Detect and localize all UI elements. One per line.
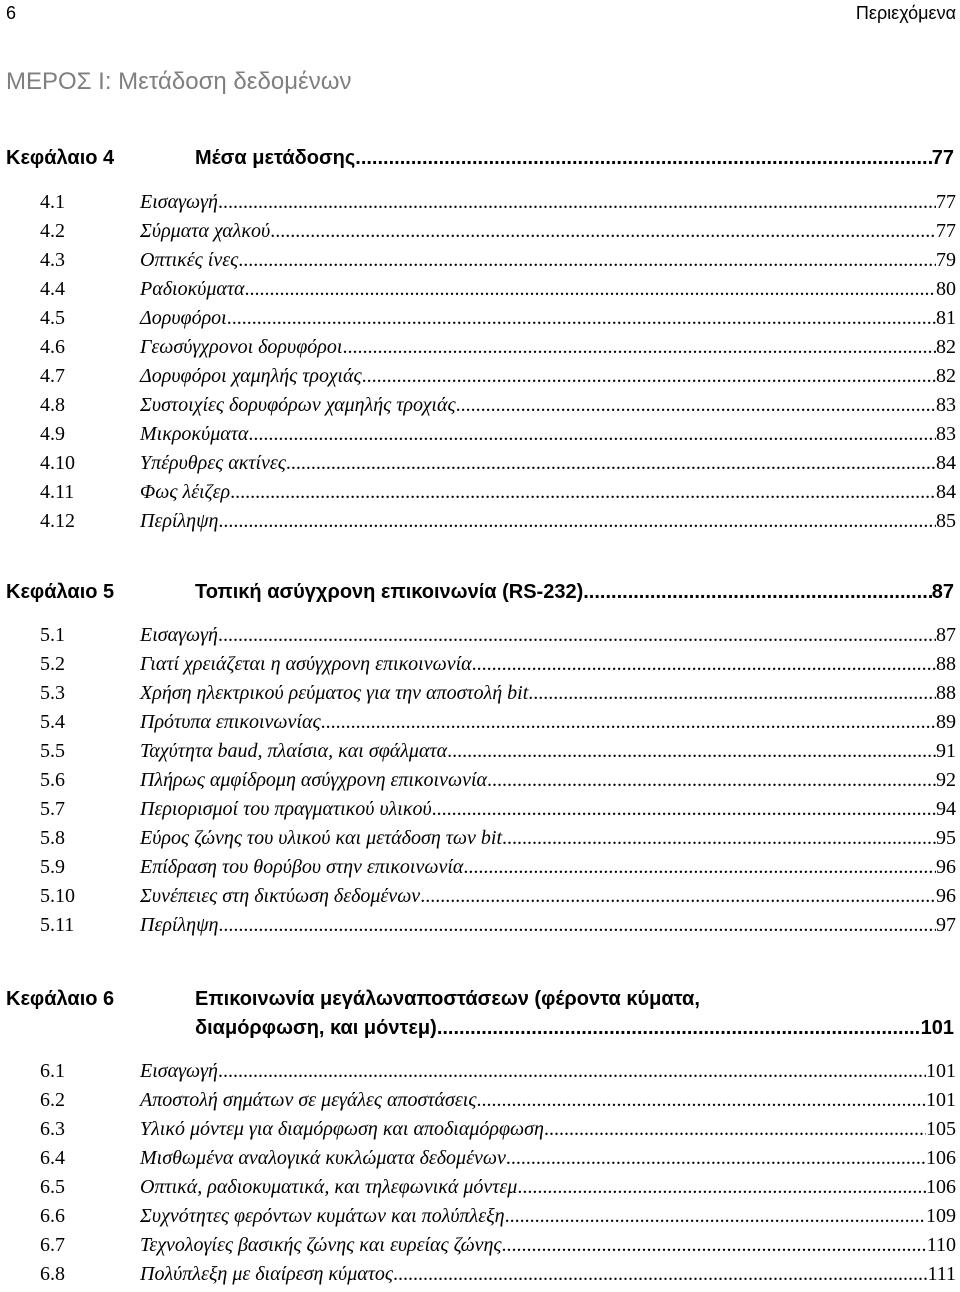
dot-leader (218, 188, 936, 217)
chapter-heading[interactable] (6, 144, 954, 173)
entry-title: Οπτικές ίνες (140, 249, 239, 271)
entry-page: 87 (936, 624, 956, 646)
entry-page: 106 (926, 1147, 956, 1169)
dot-leader (487, 766, 936, 795)
entry-title: Συστοιχίες δορυφόρων χαμηλής τροχιάς (140, 394, 456, 416)
entry-page: 85 (936, 510, 956, 532)
entry-title: Περίληψη (140, 914, 219, 936)
entry-page: 82 (936, 336, 956, 358)
dot-leader (248, 420, 936, 449)
toc-entry[interactable] (40, 795, 956, 824)
entry-page: 79 (936, 249, 956, 271)
toc-entry[interactable] (40, 478, 956, 507)
entry-number: 4.1 (40, 191, 65, 213)
entry-number: 5.9 (40, 856, 65, 878)
entry-title: Γεωσύγχρονοι δορυφόροι (140, 336, 343, 358)
entry-title: Συχνότητες φερόντων κυμάτων και πολύπλεξη (140, 1205, 505, 1227)
dot-leader (393, 1260, 927, 1289)
entry-page: 94 (936, 798, 956, 820)
dot-leader (218, 1057, 926, 1086)
toc-entry[interactable] (40, 882, 956, 911)
entry-title: Μισθωμένα αναλογικά κυκλώματα δεδομένων (140, 1147, 506, 1169)
entry-title: Εισαγωγή (140, 624, 218, 646)
entry-number: 4.8 (40, 394, 65, 416)
chapter-title: Μέσα μετάδοσης (195, 147, 356, 169)
toc-entry[interactable] (40, 333, 956, 362)
entry-number: 6.5 (40, 1176, 65, 1198)
dot-leader (463, 853, 936, 882)
toc-entry[interactable] (40, 650, 956, 679)
dot-leader (218, 911, 936, 940)
chapter-heading[interactable] (6, 578, 954, 607)
entry-page: 77 (936, 220, 956, 242)
entry-page: 84 (936, 452, 956, 474)
chapter-label: Κεφάλαιο 4 (6, 147, 115, 169)
toc-entry[interactable] (40, 911, 956, 940)
dot-leader (505, 1202, 926, 1231)
entry-number: 6.7 (40, 1234, 65, 1256)
entry-title: Περιορισμοί του πραγματικού υλικού (140, 798, 432, 820)
entry-title: Οπτικά, ραδιοκυματικά, και τηλεφωνικά μόντεμ (140, 1176, 518, 1198)
toc-entry[interactable] (40, 1173, 956, 1202)
entry-page: 83 (936, 423, 956, 445)
chapter-title: Τοπική ασύγχρονη επικοινωνία (RS-232) (195, 581, 584, 603)
entry-number: 4.3 (40, 249, 65, 271)
entry-page: 91 (936, 740, 956, 762)
dot-leader (286, 449, 936, 478)
entry-title: Δορυφόροι χαμηλής τροχιάς (140, 365, 362, 387)
toc-entry[interactable] (40, 1202, 956, 1231)
entry-title: Ραδιοκύματα (140, 278, 245, 300)
dot-leader (502, 824, 936, 853)
toc-entry[interactable] (40, 824, 956, 853)
entry-page: 109 (926, 1205, 956, 1227)
toc-entry[interactable] (40, 737, 956, 766)
entry-page: 96 (936, 885, 956, 907)
entry-number: 5.2 (40, 653, 65, 675)
entry-page: 111 (927, 1263, 956, 1285)
dot-leader (238, 246, 936, 275)
entry-number: 6.6 (40, 1205, 65, 1227)
toc-entry[interactable] (40, 1086, 956, 1115)
entry-number: 5.7 (40, 798, 65, 820)
entry-title: Πρότυπα επικοινωνίας (140, 711, 321, 733)
toc-entry[interactable] (40, 853, 956, 882)
dot-leader (447, 737, 936, 766)
entry-title: Υλικό μόντεμ για διαμόρφωση και αποδιαμόρφωση (140, 1118, 544, 1140)
toc-entry[interactable] (40, 304, 956, 333)
dot-leader (506, 1144, 926, 1173)
entry-page: 105 (926, 1118, 956, 1140)
entry-number: 4.12 (40, 510, 75, 532)
dot-leader (321, 708, 936, 737)
entry-number: 4.4 (40, 278, 65, 300)
entry-number: 5.6 (40, 769, 65, 791)
entry-page: 101 (926, 1089, 956, 1111)
entry-number: 5.5 (40, 740, 65, 762)
toc-entry[interactable] (40, 1115, 956, 1144)
dot-leader (362, 362, 936, 391)
entry-title: Σύρματα χαλκού (140, 220, 271, 242)
dot-leader (544, 1115, 926, 1144)
entry-title: Εισαγωγή (140, 1060, 218, 1082)
entry-number: 4.11 (40, 481, 75, 503)
entry-page: 77 (936, 191, 956, 213)
page-header (0, 0, 960, 26)
entry-number: 4.6 (40, 336, 65, 358)
chapter-page: 87 (931, 581, 954, 603)
toc-entries-chapter-6 (40, 1057, 956, 1289)
chapter-label: Κεφάλαιο 6 (6, 988, 115, 1010)
dot-leader (218, 507, 936, 536)
toc-entry[interactable] (40, 217, 956, 246)
entry-title: Τεχνολογίες βασικής ζώνης και ευρείας ζώνης (140, 1234, 502, 1256)
entry-page: 82 (936, 365, 956, 387)
entry-page: 80 (936, 278, 956, 300)
toc-entry[interactable] (40, 420, 956, 449)
entry-page: 92 (936, 769, 956, 791)
entry-title: Δορυφόροι (140, 307, 227, 329)
entry-title: Υπέρυθρες ακτίνες (140, 452, 286, 474)
entry-number: 5.10 (40, 885, 75, 907)
entry-title: Πολύπλεξη με διαίρεση κύματος (140, 1263, 394, 1285)
entry-number: 5.8 (40, 827, 65, 849)
toc-entry[interactable] (40, 1144, 956, 1173)
entry-number: 6.8 (40, 1263, 65, 1285)
chapter-heading[interactable] (6, 985, 954, 1043)
dot-leader (420, 882, 936, 911)
entry-number: 5.11 (40, 914, 75, 936)
chapter-title-line-1: Επικοινωνία μεγάλωναποστάσεων (φέροντα κύματα, (195, 988, 700, 1010)
chapter-label: Κεφάλαιο 5 (6, 581, 115, 603)
entry-title: Γιατί χρειάζεται η ασύγχρονη επικοινωνία (140, 653, 472, 675)
entry-title: Επίδραση του θορύβου στην επικοινωνία (140, 856, 464, 878)
entry-page: 83 (936, 394, 956, 416)
entry-number: 5.4 (40, 711, 65, 733)
chapter-page: 77 (931, 147, 954, 169)
entry-number: 6.4 (40, 1147, 65, 1169)
entry-title: Φως λέιζερ (140, 481, 231, 503)
dot-leader (432, 795, 936, 824)
toc-entry[interactable] (40, 362, 956, 391)
entry-number: 4.2 (40, 220, 65, 242)
dot-leader (456, 391, 936, 420)
toc-entry[interactable] (40, 1057, 956, 1086)
running-head: Περιεχόμενα (855, 3, 956, 23)
dot-leader (245, 275, 936, 304)
entry-title: Αποστολή σημάτων σε μεγάλες αποστάσεις (140, 1089, 477, 1111)
entry-number: 4.7 (40, 365, 65, 387)
toc-entry[interactable] (40, 449, 956, 478)
toc-entries-chapter-5 (40, 621, 956, 940)
toc-entry[interactable] (40, 621, 956, 650)
toc-entry[interactable] (40, 246, 956, 275)
chapter-page: 101 (920, 1017, 954, 1039)
toc-entry[interactable] (40, 766, 956, 795)
entry-title: Πλήρως αμφίδρομη ασύγχρονη επικοινωνία (140, 769, 488, 791)
dot-leader (270, 217, 936, 246)
entry-title: Συνέπειες στη δικτύωση δεδομένων (140, 885, 421, 907)
dot-leader (476, 1086, 926, 1115)
dot-leader (230, 478, 936, 507)
toc-entries-chapter-4 (40, 188, 956, 536)
dot-leader (218, 621, 936, 650)
entry-page: 88 (936, 682, 956, 704)
entry-title: Εισαγωγή (140, 191, 218, 213)
entry-number: 4.5 (40, 307, 65, 329)
entry-number: 6.3 (40, 1118, 65, 1140)
entry-number: 5.3 (40, 682, 65, 704)
entry-title: Ταχύτητα baud, πλαίσια, και σφάλματα (140, 740, 448, 762)
entry-page: 88 (936, 653, 956, 675)
entry-title: Μικροκύματα (140, 423, 249, 445)
toc-entry[interactable] (40, 275, 956, 304)
entry-page: 95 (936, 827, 956, 849)
entry-number: 6.1 (40, 1060, 65, 1082)
toc-entry[interactable] (40, 679, 956, 708)
entry-title: Χρήση ηλεκτρικού ρεύματος για την αποστολή bit (140, 682, 529, 704)
dot-leader (517, 1173, 926, 1202)
entry-number: 4.10 (40, 452, 75, 474)
entry-page: 81 (936, 307, 956, 329)
entry-title: Εύρος ζώνης του υλικού και μετάδοση των bit (140, 827, 503, 849)
toc-entry[interactable] (40, 1260, 956, 1289)
entry-number: 4.9 (40, 423, 65, 445)
entry-title: Περίληψη (140, 510, 219, 532)
dot-leader (342, 333, 936, 362)
entry-page: 110 (926, 1234, 956, 1256)
entry-number: 5.1 (40, 624, 65, 646)
entry-page: 106 (926, 1176, 956, 1198)
dot-leader (355, 144, 931, 173)
toc-entry[interactable] (40, 1231, 956, 1260)
toc-entry[interactable] (40, 391, 956, 420)
entry-number: 6.2 (40, 1089, 65, 1111)
entry-page: 89 (936, 711, 956, 733)
page-number: 6 (6, 3, 17, 23)
entry-page: 84 (936, 481, 956, 503)
dot-leader (528, 679, 936, 708)
chapter-title-line-2: διαμόρφωση, και μόντεμ) (195, 1017, 437, 1039)
entry-page: 101 (926, 1060, 956, 1082)
toc-entry[interactable] (40, 708, 956, 737)
dot-leader (501, 1231, 926, 1260)
dot-leader (227, 304, 936, 333)
entry-page: 97 (936, 914, 956, 936)
part-title: ΜΕΡΟΣ Ι: Μετάδοση δεδομένων (6, 68, 352, 95)
dot-leader (472, 650, 936, 679)
entry-page: 96 (936, 856, 956, 878)
dot-leader (437, 1014, 921, 1043)
toc-entry[interactable] (40, 507, 956, 536)
toc-entry[interactable] (40, 188, 956, 217)
dot-leader (583, 578, 932, 607)
